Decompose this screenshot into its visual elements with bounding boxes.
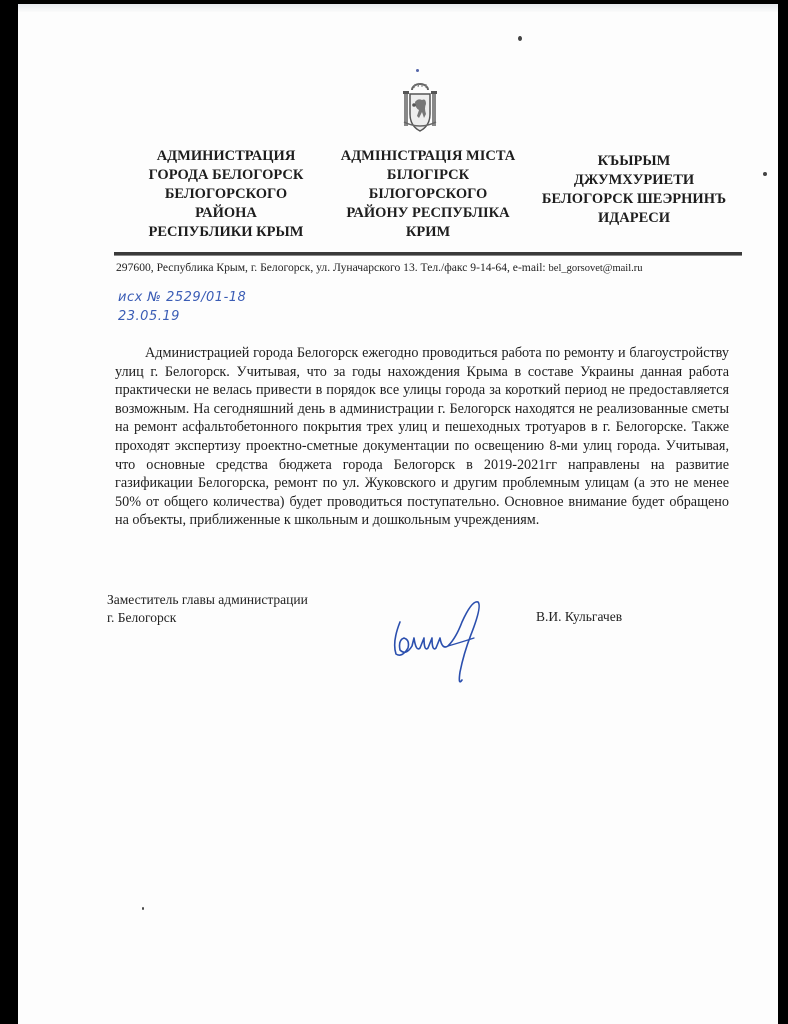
address-text: 297600, Республика Крым, г. Белогорск, ул. Луначарского 13. Тел./факс 9-14-64, e-mail:: [116, 261, 549, 274]
email-address: bel_gorsovet@mail.ru: [548, 263, 643, 274]
signer-name: В.И. Кульгачев: [536, 609, 623, 624]
header-line: ДЖУМХУРИЕТИ: [573, 172, 695, 188]
scan-edge: [18, 4, 778, 12]
header-line: РЕСПУБЛИКИ КРЫМ: [148, 224, 304, 240]
body-paragraph: Администрацией города Белогорск ежегодно проводиться работа по ремонту и благоустройству улиц г. Белогорск. Учитывая, что за годы нахождения Крыма в составе Украины данная работа практически не велась привести в порядок все улицы города за короткий период не предоставляется возможным. На сегодняшний день в администрации г. Белогорск находятся не реализованные сметы на ремонт асфальтобетонного покрытия трех улиц и пешеходных тротуаров в г. Белогорске. Также проходят экспертизу проектно-сметные документации по освещению 8-ми улиц города. Учитывая, что основные средства бюджета города Белогорск в 2019-2021гг направлены на развитие газификации Белогорска, ремонт по ул. Жуковского и другим проблемным улицам (а это не менее 50% от общего количества) будет проводиться поступательно. Основное внимание будет обращено на объекты, приближенные к школьным и дошкольным учреждениям.: [115, 345, 729, 529]
header-line: КРИМ: [405, 224, 451, 240]
scan-speck: [763, 172, 767, 176]
header-line: ГОРОДА БЕЛОГОРСК: [148, 167, 304, 183]
header-divider: [114, 252, 742, 256]
header-line: АДМІНІСТРАЦІЯ МІСТА: [340, 148, 516, 164]
header-line: ИДАРЕСИ: [597, 210, 670, 226]
letter-body: [115, 344, 729, 530]
registration-stamp: [118, 288, 246, 326]
header-line: БІЛОГІРСК: [386, 167, 470, 183]
header-ukrainian: [318, 147, 538, 242]
outgoing-number: исх № 2529/01-18: [118, 290, 247, 305]
outgoing-date: 23.05.19: [118, 309, 180, 324]
handwritten-signature: [382, 592, 494, 688]
header-line: РАЙОНА: [195, 205, 257, 221]
position-line: Заместитель главы администрации: [107, 592, 308, 607]
position-line: г. Белогорск: [107, 610, 177, 625]
scan-speck: [142, 907, 144, 910]
header-line: КЪЫРЫМ: [597, 153, 671, 169]
header-line: БІЛОГОРСКОГО: [368, 186, 488, 202]
signer-position: [107, 591, 308, 627]
header-line: РАЙОНУ РЕСПУБЛІКА: [346, 205, 510, 221]
header-crimean-tatar: [524, 152, 744, 228]
coat-of-arms-icon: [402, 82, 438, 134]
document-page: [18, 4, 778, 1024]
address-line: [116, 261, 756, 274]
scan-speck: [416, 69, 419, 72]
header-line: АДМИНИСТРАЦИЯ: [156, 148, 296, 164]
header-line: БЕЛОГОРСК ШЕЭРНИНЪ: [541, 191, 727, 207]
header-russian: [120, 147, 332, 242]
scan-speck: [518, 36, 522, 41]
header-line: БЕЛОГОРСКОГО: [164, 186, 288, 202]
